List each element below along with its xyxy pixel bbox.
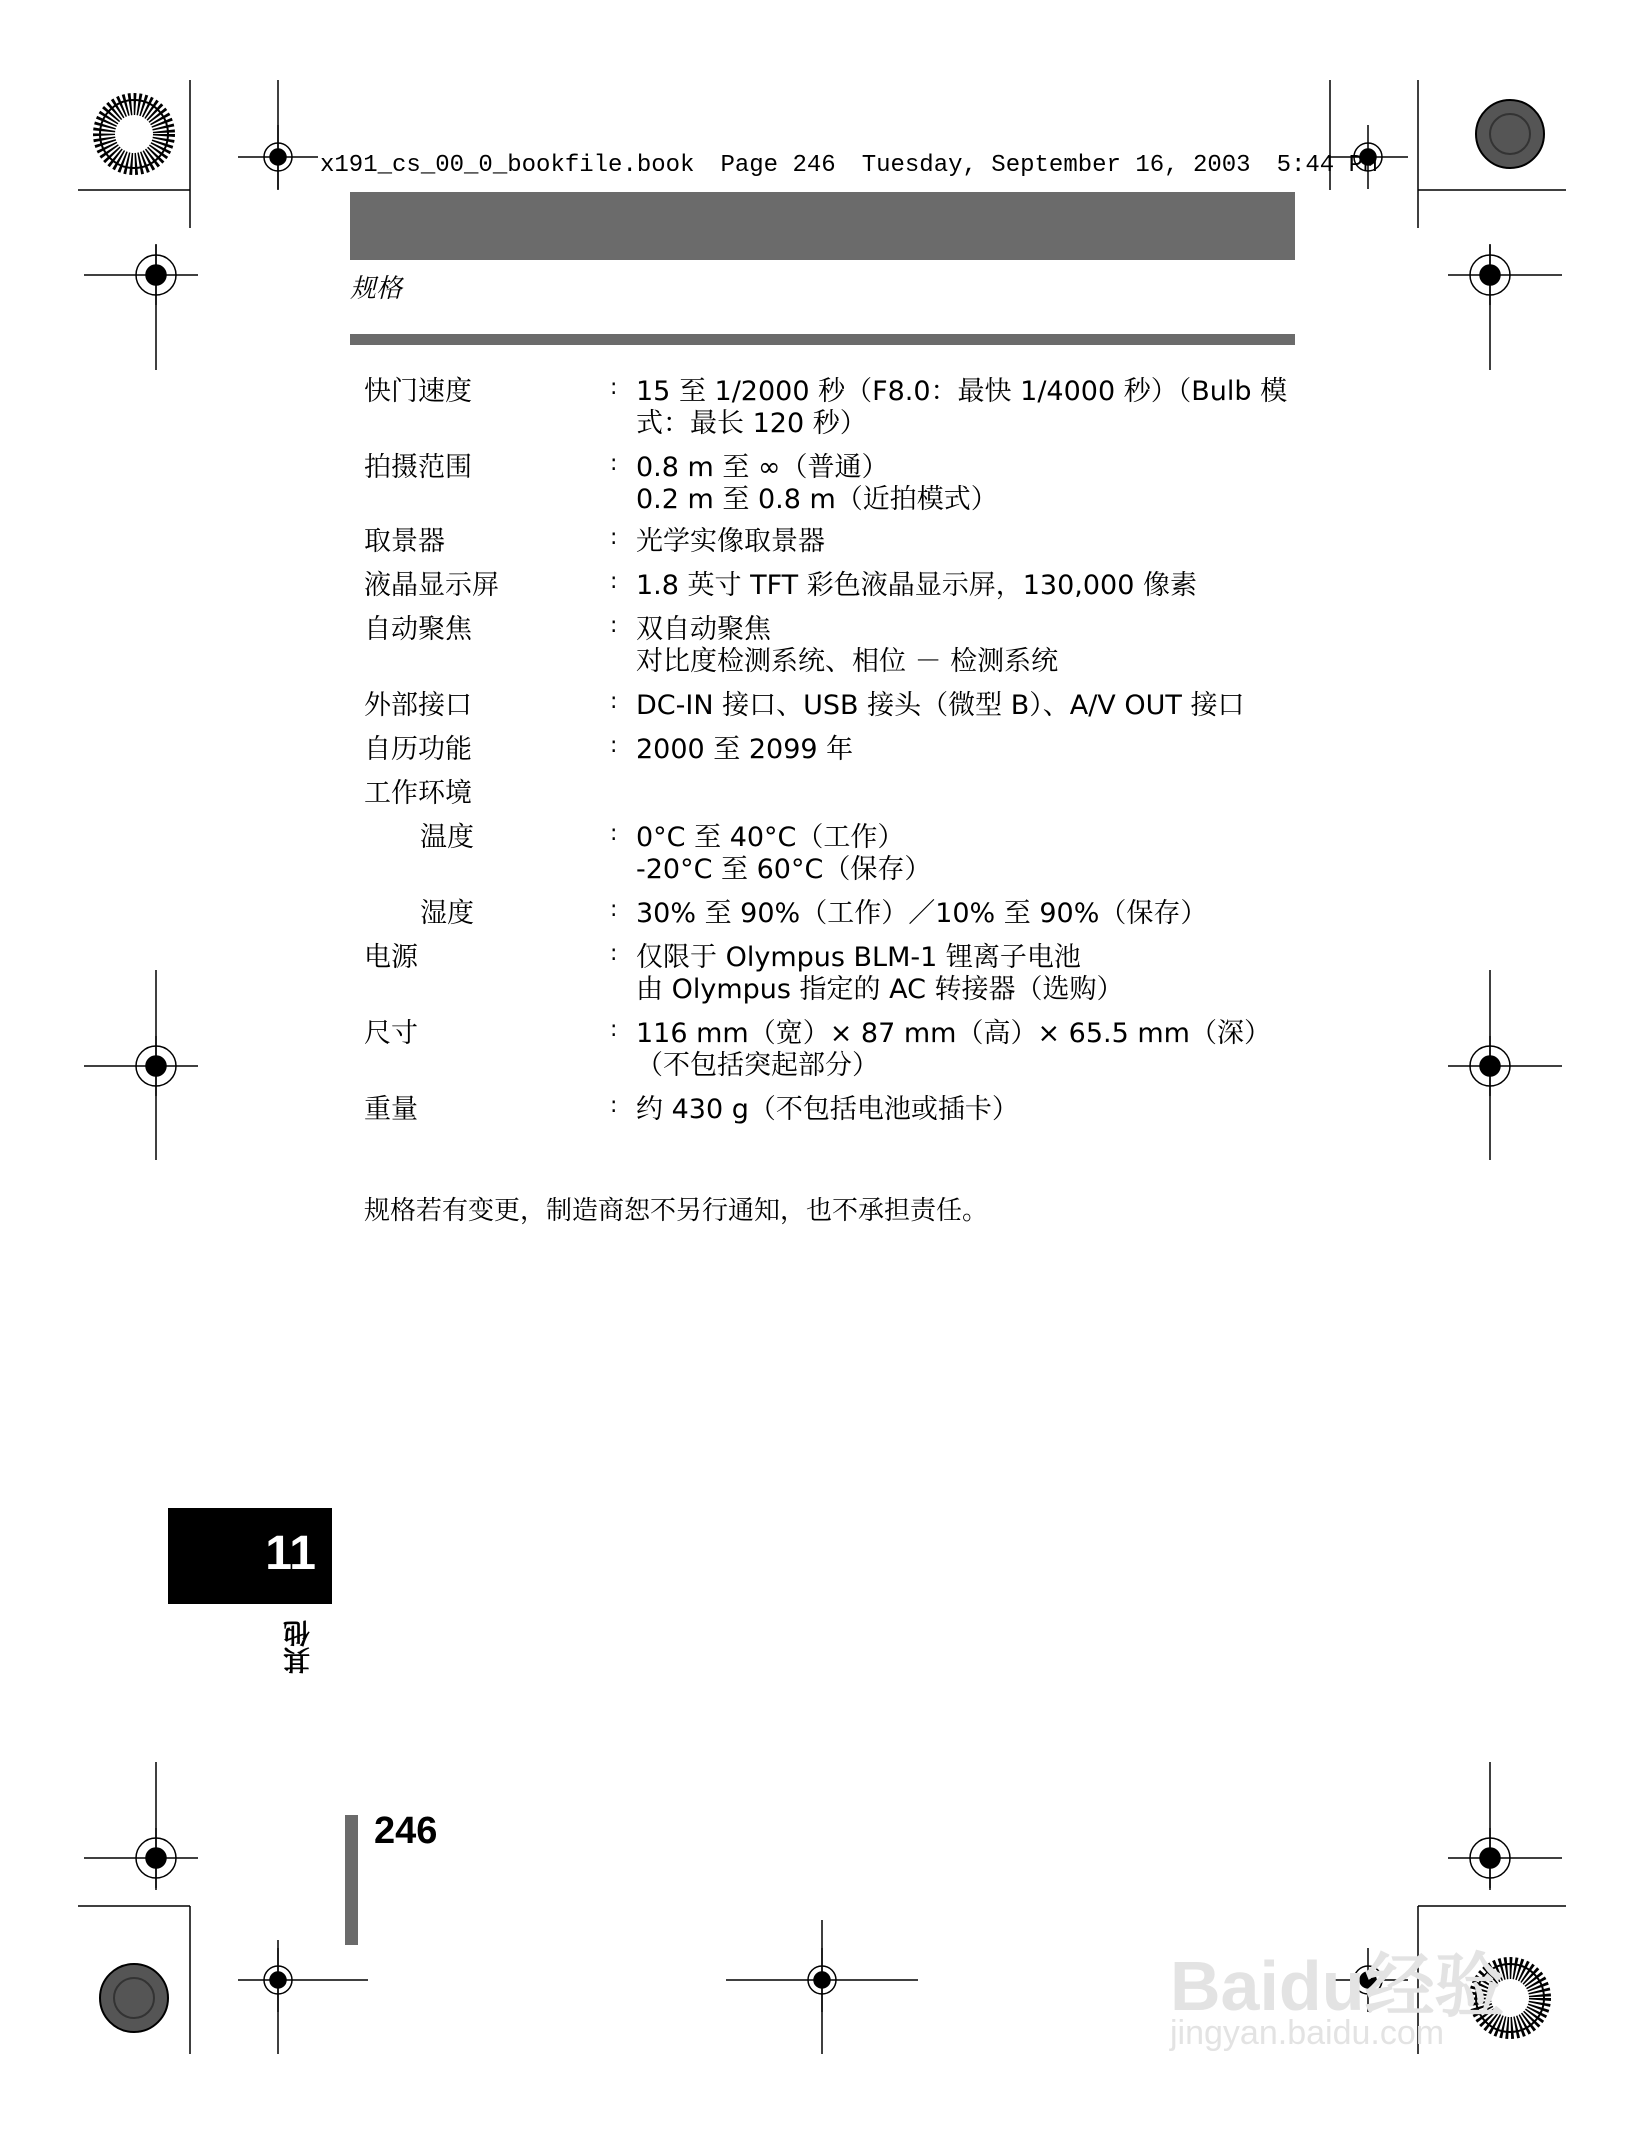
header-date: Tuesday, September 16, 2003 (861, 152, 1251, 179)
chapter-number: 11 (265, 1527, 316, 1580)
watermark-logo-text: Baidu经验 (1170, 1947, 1505, 2025)
spec-value (636, 526, 1286, 558)
header-file-name: x191_cs_00_0_bookfile.book (320, 152, 695, 179)
spec-colon: : (610, 689, 618, 714)
spec-value-line: 双自动聚焦 (636, 614, 771, 645)
spec-value-line: 15 至 1/2000 秒（F8.0：最快 1/4000 秒）（Bulb 模 (636, 376, 1288, 407)
print-header (320, 152, 1403, 179)
header-page-label: Page 246 (720, 152, 836, 179)
spec-value-line: 0.2 m 至 0.8 m（近拍模式） (636, 484, 998, 515)
section-title: 规格 (350, 274, 403, 304)
spec-value-line: （不包括突起部分） (636, 1050, 879, 1081)
spec-value (636, 376, 1286, 440)
spec-label: 工作环境 (364, 778, 472, 809)
chapter-tab (168, 1508, 332, 1604)
spec-value (636, 822, 1286, 886)
spec-value (636, 1094, 1286, 1126)
spec-value-line: DC-IN 接口、USB 接头（微型 B）、A/V OUT 接口 (636, 690, 1245, 721)
disclaimer-note: 规格若有变更，制造商恕不另行通知，也不承担责任。 (364, 1196, 989, 1226)
spec-label: 湿度 (420, 898, 474, 929)
spec-value (636, 898, 1286, 930)
spec-colon: : (610, 1093, 618, 1118)
spec-label: 自历功能 (364, 734, 472, 765)
spec-value-line: 1.8 英寸 TFT 彩色液晶显示屏，130,000 像素 (636, 570, 1197, 601)
spec-value-line: 0°C 至 40°C（工作） (636, 822, 905, 853)
spec-label: 拍摄范围 (364, 452, 472, 483)
spec-colon: : (610, 941, 618, 966)
spec-label: 电源 (364, 942, 418, 973)
spec-value (636, 614, 1286, 678)
spec-label: 自动聚焦 (364, 614, 472, 645)
spec-value-line: 式：最长 120 秒） (636, 408, 867, 439)
spec-label: 重量 (364, 1094, 418, 1125)
page-number-bar (345, 1815, 358, 1945)
header-band (350, 192, 1295, 260)
spec-value-line: 0.8 m 至 ∞（普通） (636, 452, 889, 483)
spec-value-line: 30% 至 90%（工作）／10% 至 90%（保存） (636, 898, 1208, 929)
spec-value-line: 约 430 g（不包括电池或插卡） (636, 1094, 1019, 1125)
section-rule (350, 334, 1295, 345)
watermark (1170, 1930, 1505, 2052)
spec-value-line: 光学实像取景器 (636, 526, 825, 557)
spec-colon: : (610, 821, 618, 846)
spec-value-line: 对比度检测系统、相位 － 检测系统 (636, 646, 1059, 677)
spec-value (636, 570, 1286, 602)
spec-colon: : (610, 733, 618, 758)
spec-value-line: -20°C 至 60°C（保存） (636, 854, 932, 885)
spec-colon: : (610, 897, 618, 922)
spec-value-line: 由 Olympus 指定的 AC 转接器（选购） (636, 974, 1124, 1005)
page-number: 246 (374, 1810, 438, 1852)
spec-label: 液晶显示屏 (364, 570, 499, 601)
spec-value (636, 734, 1286, 766)
spec-value-line: 仅限于 Olympus BLM-1 锂离子电池 (636, 942, 1081, 973)
spec-value-line: 2000 至 2099 年 (636, 734, 854, 765)
spec-label: 外部接口 (364, 690, 472, 721)
spec-colon: : (610, 375, 618, 400)
spec-colon: : (610, 525, 618, 550)
spec-colon: : (610, 613, 618, 638)
spec-label: 温度 (420, 822, 474, 853)
spec-colon: : (610, 451, 618, 476)
spec-colon: : (610, 569, 618, 594)
chapter-label: 其他 (284, 1620, 315, 1674)
spec-value (636, 1018, 1286, 1082)
spec-label: 取景器 (364, 526, 445, 557)
spec-colon: : (610, 1017, 618, 1042)
spec-value (636, 942, 1286, 1006)
spec-label: 尺寸 (364, 1018, 418, 1049)
spec-value (636, 690, 1286, 722)
spec-value-line: 116 mm（宽）× 87 mm（高）× 65.5 mm（深） (636, 1018, 1271, 1049)
spec-label: 快门速度 (364, 376, 472, 407)
spec-value (636, 452, 1286, 516)
watermark-url: jingyan.baidu.com (1170, 2014, 1445, 2052)
header-time: 5:44 PM (1276, 152, 1378, 179)
